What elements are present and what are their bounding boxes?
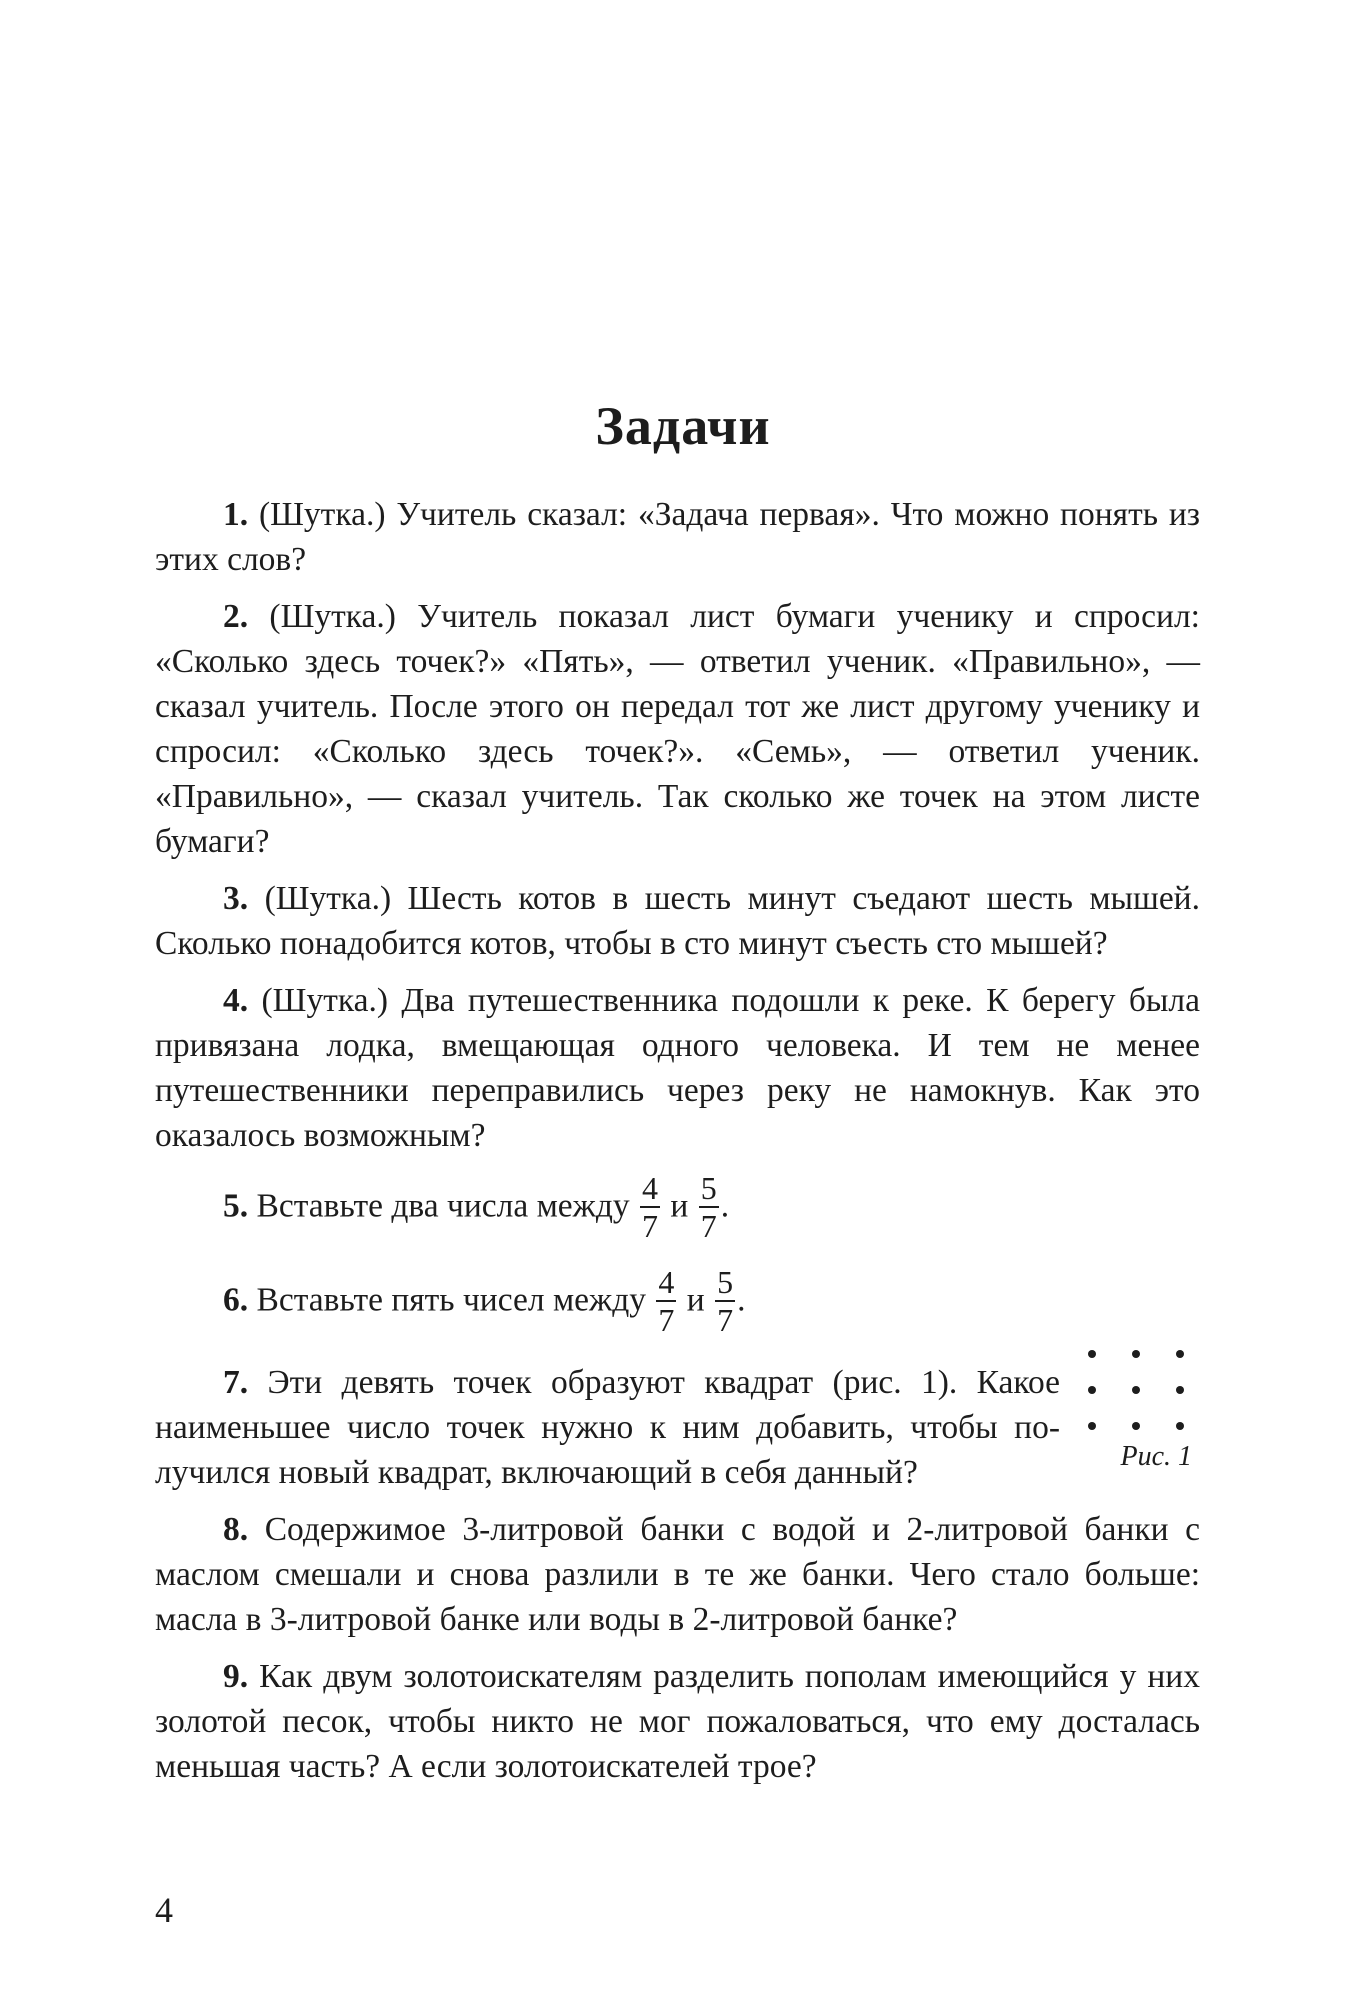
problem-number: 6. [223, 1281, 249, 1319]
problem-3 [155, 876, 1200, 966]
problem-2 [155, 594, 1200, 864]
problem-text: Содержимое 3-литровой банки с водой и 2-литровой банки с маслом смешали и снова разлили в те же банки. Чего стало больше: масла в 3-литровой банке или воды в 2-литровой банке? [155, 1511, 1200, 1638]
problem-text: Эти девять точек образуют квадрат (рис. 1). Какое наименьшее число точек нужно к ним добавить, чтобы получился новый квадрат, включающий в себя данный? [155, 1364, 1060, 1491]
problem-1 [155, 492, 1200, 582]
fraction-five-sevenths [699, 1170, 719, 1244]
sentence-end: . [737, 1281, 746, 1319]
sentence-end: . [720, 1187, 730, 1225]
fraction-denominator: 7 [717, 1302, 734, 1338]
problem-number: 2. [223, 598, 249, 635]
problem-text: Вставьте два числа между [248, 1187, 638, 1225]
problem-text: (Шутка.) Шесть котов в шесть минут съедают шесть мышей. Сколько понадобится котов, чтобы в сто минут съесть сто мышей? [155, 880, 1200, 962]
fraction-numerator: 5 [717, 1264, 734, 1300]
page-number: 4 [155, 1890, 173, 1930]
problem-text: (Шутка.) Два путешественника подошли к реке. К берегу была привязана лодка, вмещающая одного человека. И тем не менее путешественники переправились через реку не намокнув. Как это оказалось возможным? [155, 982, 1200, 1154]
problem-number: 3. [223, 880, 249, 917]
problem-8 [155, 1507, 1200, 1642]
problem-text: Как двум золотоискателям разделить пополам имеющийся у них золотой песок, чтобы никто не мог пожаловаться, что ему досталась меньшая часть? А если золотоискателей трое? [155, 1658, 1200, 1785]
conjunction: и [678, 1281, 714, 1319]
problem-text: Вставьте пять чисел между [248, 1281, 655, 1319]
problems-list [155, 492, 1200, 1801]
fraction-numerator: 4 [642, 1170, 658, 1206]
fraction-denominator: 7 [658, 1302, 675, 1338]
dot [1176, 1350, 1184, 1358]
dot [1176, 1422, 1184, 1430]
problem-number: 9. [223, 1658, 249, 1695]
problem-7 [155, 1360, 1060, 1495]
fraction-denominator: 7 [700, 1208, 717, 1244]
problem-7-block [155, 1360, 1200, 1495]
dot [1176, 1386, 1184, 1394]
problem-number: 8. [223, 1511, 249, 1548]
dot [1088, 1422, 1096, 1430]
fraction-denominator: 7 [642, 1208, 658, 1244]
fraction-five-sevenths [715, 1264, 735, 1338]
page-title: Задачи [595, 396, 771, 456]
conjunction: и [662, 1187, 697, 1225]
dot [1088, 1350, 1096, 1358]
fraction-numerator: 5 [700, 1170, 717, 1206]
problem-4 [155, 978, 1200, 1158]
figure-caption: Рис. 1 [1120, 1441, 1192, 1472]
dot [1132, 1422, 1140, 1430]
fraction-four-sevenths [656, 1264, 676, 1338]
fraction-four-sevenths [640, 1170, 660, 1244]
fraction-numerator: 4 [658, 1264, 675, 1300]
problem-5 [155, 1172, 1200, 1246]
problem-9 [155, 1654, 1200, 1789]
problem-number: 4. [223, 982, 249, 1019]
problem-number: 5. [223, 1187, 249, 1225]
problem-text: (Шутка.) Учитель сказал: «Задача первая». Что можно понять из этих слов? [155, 496, 1200, 578]
dot [1132, 1350, 1140, 1358]
problem-number: 1. [223, 496, 249, 533]
figure-1-nine-dots [1050, 1330, 1200, 1480]
problem-text: (Шутка.) Учитель показал лист бумаги ученику и спросил: «Сколько здесь точек?» «Пять», — ответил ученик. «Правильно», — сказал учитель. После этого он передал тот же лист другому ученику и спросил: «Сколько здесь точек?». «Семь», — ответил ученик. «Правильно», — сказал учитель. Так сколько же точек на этом листе бумаги? [155, 598, 1200, 860]
problem-number: 7. [223, 1364, 249, 1401]
dot [1132, 1386, 1140, 1394]
problem-6 [155, 1266, 1200, 1340]
dot [1088, 1386, 1096, 1394]
